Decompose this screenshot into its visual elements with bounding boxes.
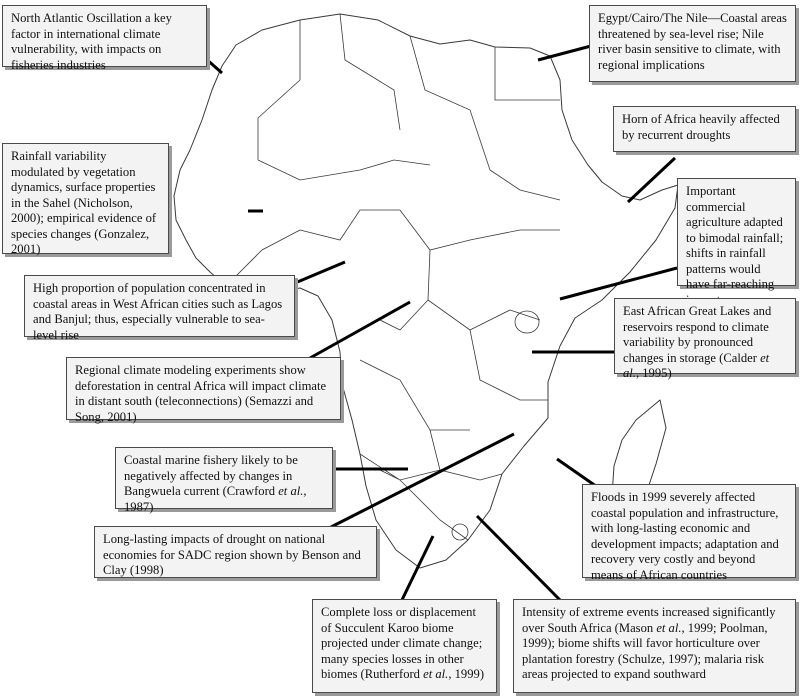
annotation-karoo-post: , 1999) <box>448 667 485 681</box>
annotation-nao <box>2 5 207 72</box>
annotation-rainfall-sahel-text: Rainfall variability modulated by vegetation dynamics, surface properties in the Sahel (Nicholson, 2000); empirical evidence of species changes (Gonzalez, 2001) <box>11 149 157 256</box>
annotation-commercial-agri <box>677 178 796 291</box>
annotation-karoo-pre: Complete loss or displacement of Succulent Karoo biome projected under climate change; many species losses in other biomes (Rutherford <box>321 605 483 681</box>
annotation-horn-text: Horn of Africa heavily affected by recurrent droughts <box>622 112 780 142</box>
annotation-central-africa-text: Regional climate modeling experiments show deforestation in central Africa will impact climate in distant south (teleconnections) (Semazzi and Song, 2001) <box>75 363 327 424</box>
annotation-south-africa-etal: et al. <box>656 620 682 635</box>
annotation-bangwuela-pre: Coastal marine fishery likely to be negatively affected by changes in Bangwuela current (Crawford <box>124 453 298 498</box>
annotation-great-lakes-etal: et al. <box>623 350 770 380</box>
annotation-commercial-agri-text: Important commercial agriculture adapted to bimodal rainfall; shifts in rainfall patterns would have far-reaching <box>686 184 784 291</box>
annotation-bangwuela <box>115 447 333 514</box>
annotation-floods <box>582 484 796 582</box>
annotation-nao-text: North Atlantic Oscillation a key factor in international climate vulnerability, with impacts on fisheries industries <box>11 11 172 72</box>
annotation-south-africa <box>513 599 796 693</box>
annotation-sadc <box>94 526 377 578</box>
leader-egypt <box>538 46 591 60</box>
annotation-west-africa-coast <box>24 275 295 342</box>
annotation-great-lakes-post: , 1995) <box>635 366 672 380</box>
annotation-south-africa-post: , 1999; Poolman, 1999); biome shifts will favor horticulture over plantation forestry (Schulze, 1997); malaria risk areas projected to expand southward <box>522 620 768 681</box>
annotation-egypt <box>589 5 796 82</box>
annotation-floods-text: Floods in 1999 severely affected coastal population and infrastructure, with long-lasting economic and development impacts; adaptation and recovery very costly and beyond means of African countries <box>591 490 779 582</box>
annotation-great-lakes-pre: East African Great Lakes and reservoirs respond to climate variability by pronounced changes in storage (Calder <box>623 304 772 365</box>
leader-nao <box>205 58 222 73</box>
annotation-karoo-etal: et al. <box>423 667 449 681</box>
annotation-central-africa <box>66 357 341 424</box>
annotation-south-africa-pre: Intensity of extreme events increased significantly over South Africa (Mason <box>522 605 776 635</box>
leader-south-africa <box>477 516 561 601</box>
annotation-bangwuela-post: , 1987) <box>124 484 307 514</box>
annotation-egypt-text: Egypt/Cairo/The Nile—Coastal areas threatened by sea-level rise; Nile river basin sensitive to climate, with regional implications <box>598 11 787 72</box>
annotation-horn <box>613 106 796 152</box>
annotation-sadc-text: Long-lasting impacts of drought on national economies for SADC region shown by Benson and Clay (1998) <box>103 532 361 577</box>
annotation-bangwuela-etal: et al. <box>278 484 304 498</box>
annotation-great-lakes <box>614 298 796 380</box>
annotation-karoo <box>312 599 497 693</box>
annotation-rainfall-sahel <box>2 143 169 254</box>
annotation-west-africa-coast-text: High proportion of population concentrated in coastal areas in West African cities such as Lagos and Banjul; thus, especially vulnerable to sea-level rise <box>33 281 283 342</box>
